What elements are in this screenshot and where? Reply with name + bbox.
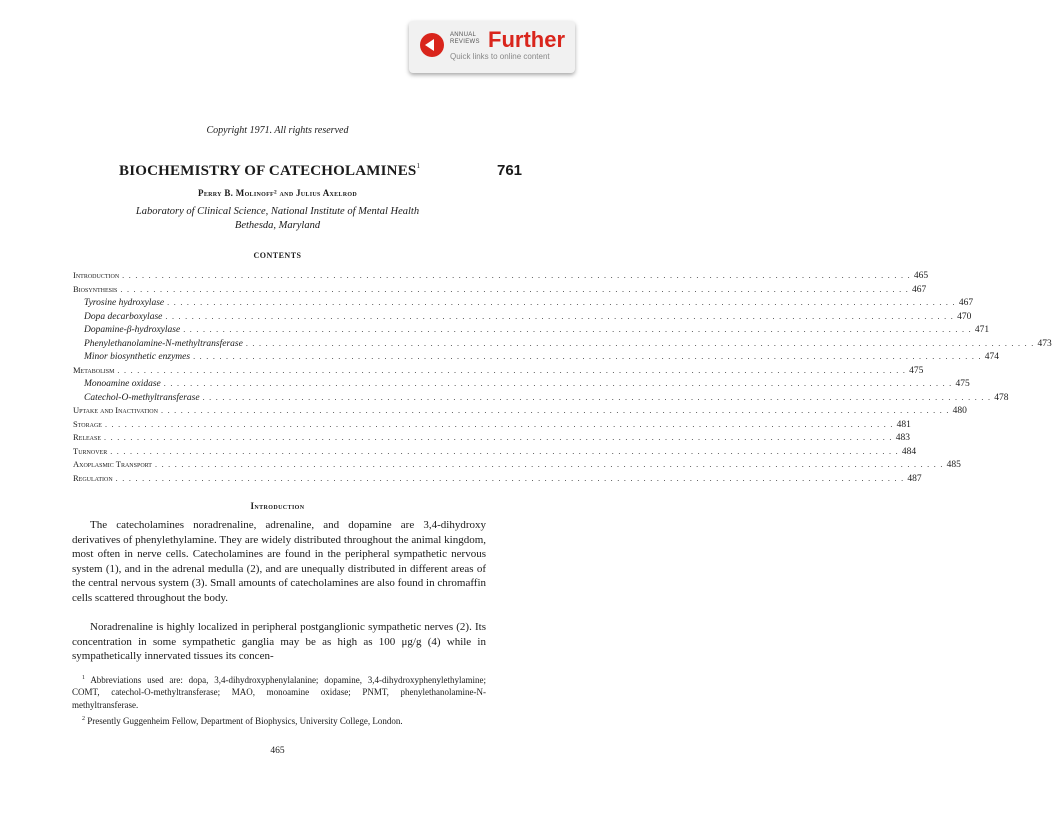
toc-leader-dots: . . . . . . . . . . . . . . . . . . . . . . . . . . . . . . . . . . . . . . . . . . . . . . . . . . . . . . . . . . . . . . . . . . . . . . . . . . . . . . . . . . . . . . . . . . . . . . . . . . . . . . . . . . . . . . . . . . . . . . . .: [183, 325, 972, 334]
toc-entry[interactable]: [73, 377, 970, 391]
toc-entry-page: 473: [1037, 338, 1052, 349]
badge-subtitle: Quick links to online content: [450, 52, 550, 61]
toc-entry-label: Turnover: [73, 445, 108, 456]
toc-entry-label: Tyrosine hydroxylase: [84, 298, 165, 308]
contents-heading: CONTENTS: [253, 251, 302, 260]
toc-entry-label: Axoplasmic Transport: [73, 459, 152, 469]
toc-entry-label: Metabolism: [73, 364, 115, 375]
toc-entry-label: Phenylethanolamine-N-methyltransferase: [84, 338, 243, 349]
toc-entry[interactable]: [73, 337, 1052, 351]
toc-entry[interactable]: [73, 472, 922, 486]
back-arrow-icon: [420, 33, 444, 57]
copyright-line: Copyright 1971. All rights reserved: [206, 125, 349, 136]
toc-entry-page: 475: [955, 379, 970, 389]
toc-entry-page: 478: [994, 392, 1009, 403]
toc-entry[interactable]: [73, 445, 917, 459]
toc-entry-label: Introduction: [73, 270, 120, 280]
toc-entry[interactable]: [73, 418, 911, 432]
page-folio: 465: [270, 746, 285, 756]
authors: Perry B. Molinoff² and Julius Axelrod: [198, 188, 357, 198]
body-paragraph-1: The catecholamines noradrenaline, adrenaline, and dopamine are 3,4-dihydroxy derivatives of phenylethylamine. They are widely distributed throughout the animal kingdom, most often in nerve cells. Catecholamines are found in the peripheral sympathetic nervous system (1), and in the adrenal medulla (2), and are unequally distributed in different areas of the central nervous system (3). Small amounts of catecholamines are also found in chromaffin cells scattered throughout the body.: [72, 519, 487, 604]
toc-leader-dots: . . . . . . . . . . . . . . . . . . . . . . . . . . . . . . . . . . . . . . . . . . . . . . . . . . . . . . . . . . . . . . . . . . . . . . . . . . . . . . . . . . . . . . . . . . . . . . . . . . . . . . . . . . . . . . . . . . . . . . . .: [193, 352, 982, 361]
toc-entry-page: 467: [958, 298, 974, 308]
table-of-contents: [73, 269, 1052, 485]
toc-leader-dots: . . . . . . . . . . . . . . . . . . . . . . . . . . . . . . . . . . . . . . . . . . . . . . . . . . . . . . . . . . . . . . . . . . . . . . . . . . . . . . . . . . . . . . . . . . . . . . . . . . . . . . . . . . . . . . . . . . . . . . . .: [122, 271, 911, 280]
toc-entry[interactable]: [73, 283, 927, 297]
toc-entry[interactable]: [73, 269, 929, 283]
introduction-heading: Introduction: [250, 501, 305, 511]
toc-leader-dots: . . . . . . . . . . . . . . . . . . . . . . . . . . . . . . . . . . . . . . . . . . . . . . . . . . . . . . . . . . . . . . . . . . . . . . . . . . . . . . . . . . . . . . . . . . . . . . . . . . . . . . . . . . . . . . . . . . . . . . . .: [245, 338, 1035, 348]
toc-entry-label: Storage: [73, 418, 102, 429]
toc-entry-label: Uptake and Inactivation: [73, 405, 158, 415]
toc-entry-page: 467: [912, 284, 927, 295]
toc-leader-dots: . . . . . . . . . . . . . . . . . . . . . . . . . . . . . . . . . . . . . . . . . . . . . . . . . . . . . . . . . . . . . . . . . . . . . . . . . . . . . . . . . . . . . . . . . . . . . . . . . . . . . . . . . . . . . . . . . . . . . . . .: [154, 460, 944, 469]
footnote-2: $^2$ Presently Guggenheim Fellow, Department of Biophysics, University College, London.: [82, 716, 403, 726]
journal-page-number: 761: [497, 162, 523, 179]
toc-entry-page: 487: [907, 473, 922, 484]
toc-leader-dots: . . . . . . . . . . . . . . . . . . . . . . . . . . . . . . . . . . . . . . . . . . . . . . . . . . . . . . . . . . . . . . . . . . . . . . . . . . . . . . . . . . . . . . . . . . . . . . . . . . . . . . . . . . . . . . . . . . . . . . . .: [160, 406, 950, 415]
toc-leader-dots: . . . . . . . . . . . . . . . . . . . . . . . . . . . . . . . . . . . . . . . . . . . . . . . . . . . . . . . . . . . . . . . . . . . . . . . . . . . . . . . . . . . . . . . . . . . . . . . . . . . . . . . . . . . . . . . . . . . . . . . .: [167, 298, 956, 307]
affiliation-line2: Bethesda, Maryland: [234, 220, 321, 231]
toc-entry-page: 471: [974, 325, 990, 335]
toc-entry-page: 474: [984, 352, 1000, 362]
toc-entry[interactable]: [73, 404, 967, 418]
toc-leader-dots: . . . . . . . . . . . . . . . . . . . . . . . . . . . . . . . . . . . . . . . . . . . . . . . . . . . . . . . . . . . . . . . . . . . . . . . . . . . . . . . . . . . . . . . . . . . . . . . . . . . . . . . . . . . . . . . . . . . . . . . .: [202, 392, 992, 402]
toc-leader-dots: . . . . . . . . . . . . . . . . . . . . . . . . . . . . . . . . . . . . . . . . . . . . . . . . . . . . . . . . . . . . . . . . . . . . . . . . . . . . . . . . . . . . . . . . . . . . . . . . . . . . . . . . . . . . . . . . . . . . . . . .: [117, 365, 907, 375]
toc-entry[interactable]: [73, 391, 1009, 405]
toc-entry-page: 484: [901, 446, 917, 457]
affiliation-line1: Laboratory of Clinical Science, National Institute of Mental Health: [135, 206, 420, 217]
toc-entry-page: 465: [913, 271, 929, 281]
toc-entry-label: Regulation: [73, 472, 113, 483]
publisher-logo-text: ANNUAL REVIEWS: [450, 32, 480, 45]
toc-leader-dots: . . . . . . . . . . . . . . . . . . . . . . . . . . . . . . . . . . . . . . . . . . . . . . . . . . . . . . . . . . . . . . . . . . . . . . . . . . . . . . . . . . . . . . . . . . . . . . . . . . . . . . . . . . . . . . . . . . . . . . . .: [110, 446, 899, 456]
toc-leader-dots: . . . . . . . . . . . . . . . . . . . . . . . . . . . . . . . . . . . . . . . . . . . . . . . . . . . . . . . . . . . . . . . . . . . . . . . . . . . . . . . . . . . . . . . . . . . . . . . . . . . . . . . . . . . . . . . . . . . . . . . .: [104, 419, 894, 429]
toc-entry-page: 481: [896, 419, 911, 430]
article-title: BIOCHEMISTRY OF CATECHOLAMINES$^1$: [119, 162, 421, 179]
toc-entry-label: Release: [73, 432, 101, 442]
toc-entry-label: Dopamine-β-hydroxylase: [84, 325, 181, 335]
toc-entry[interactable]: [73, 310, 972, 324]
badge-title: Further: [488, 27, 565, 52]
toc-entry-page: 475: [909, 365, 924, 376]
toc-entry-page: 483: [895, 433, 910, 443]
toc-entry-label: Catechol-O-methyltransferase: [84, 392, 200, 403]
toc-entry[interactable]: [73, 431, 910, 445]
toc-leader-dots: . . . . . . . . . . . . . . . . . . . . . . . . . . . . . . . . . . . . . . . . . . . . . . . . . . . . . . . . . . . . . . . . . . . . . . . . . . . . . . . . . . . . . . . . . . . . . . . . . . . . . . . . . . . . . . . . . . . . . . . .: [104, 433, 893, 442]
toc-entry-page: 470: [957, 311, 972, 322]
footnote-1: $^1$ Abbreviations used are: dopa, 3,4-dihydroxyphenylalanine; dopamine, 3,4-dihydroxyphenylethylamine; COMT, catechol-O-methyltransferase; MAO, monoamine oxidase; PNMT, phenylethanolamine-N-methyltransferase.: [72, 675, 486, 710]
toc-entry-page: 480: [952, 406, 967, 416]
toc-entry-label: Dopa decarboxylase: [84, 311, 163, 322]
toc-leader-dots: . . . . . . . . . . . . . . . . . . . . . . . . . . . . . . . . . . . . . . . . . . . . . . . . . . . . . . . . . . . . . . . . . . . . . . . . . . . . . . . . . . . . . . . . . . . . . . . . . . . . . . . . . . . . . . . . . . . . . . . .: [165, 311, 955, 321]
toc-entry[interactable]: [73, 323, 990, 337]
toc-leader-dots: . . . . . . . . . . . . . . . . . . . . . . . . . . . . . . . . . . . . . . . . . . . . . . . . . . . . . . . . . . . . . . . . . . . . . . . . . . . . . . . . . . . . . . . . . . . . . . . . . . . . . . . . . . . . . . . . . . . . . . . .: [115, 473, 905, 483]
toc-entry-page: 485: [946, 460, 961, 470]
body-paragraph-2: Noradrenaline is highly localized in peripheral postganglionic sympathetic nerves (2). Its concentration in some sympathetic ganglia may be as high as 100 μg/g (4) while in sympathetically innervated tissues its concen-: [72, 621, 486, 663]
toc-entry-label: Biosynthesis: [73, 283, 118, 294]
toc-entry[interactable]: [73, 458, 961, 472]
toc-entry-label: Minor biosynthetic enzymes: [84, 352, 191, 362]
toc-entry[interactable]: [73, 364, 924, 378]
further-badge[interactable]: [409, 21, 575, 73]
toc-entry[interactable]: [73, 296, 974, 310]
toc-entry-label: Monoamine oxidase: [84, 379, 161, 389]
toc-leader-dots: . . . . . . . . . . . . . . . . . . . . . . . . . . . . . . . . . . . . . . . . . . . . . . . . . . . . . . . . . . . . . . . . . . . . . . . . . . . . . . . . . . . . . . . . . . . . . . . . . . . . . . . . . . . . . . . . . . . . . . . .: [163, 379, 953, 388]
toc-entry[interactable]: [73, 350, 1000, 364]
toc-leader-dots: . . . . . . . . . . . . . . . . . . . . . . . . . . . . . . . . . . . . . . . . . . . . . . . . . . . . . . . . . . . . . . . . . . . . . . . . . . . . . . . . . . . . . . . . . . . . . . . . . . . . . . . . . . . . . . . . . . . . . . . .: [120, 284, 910, 294]
